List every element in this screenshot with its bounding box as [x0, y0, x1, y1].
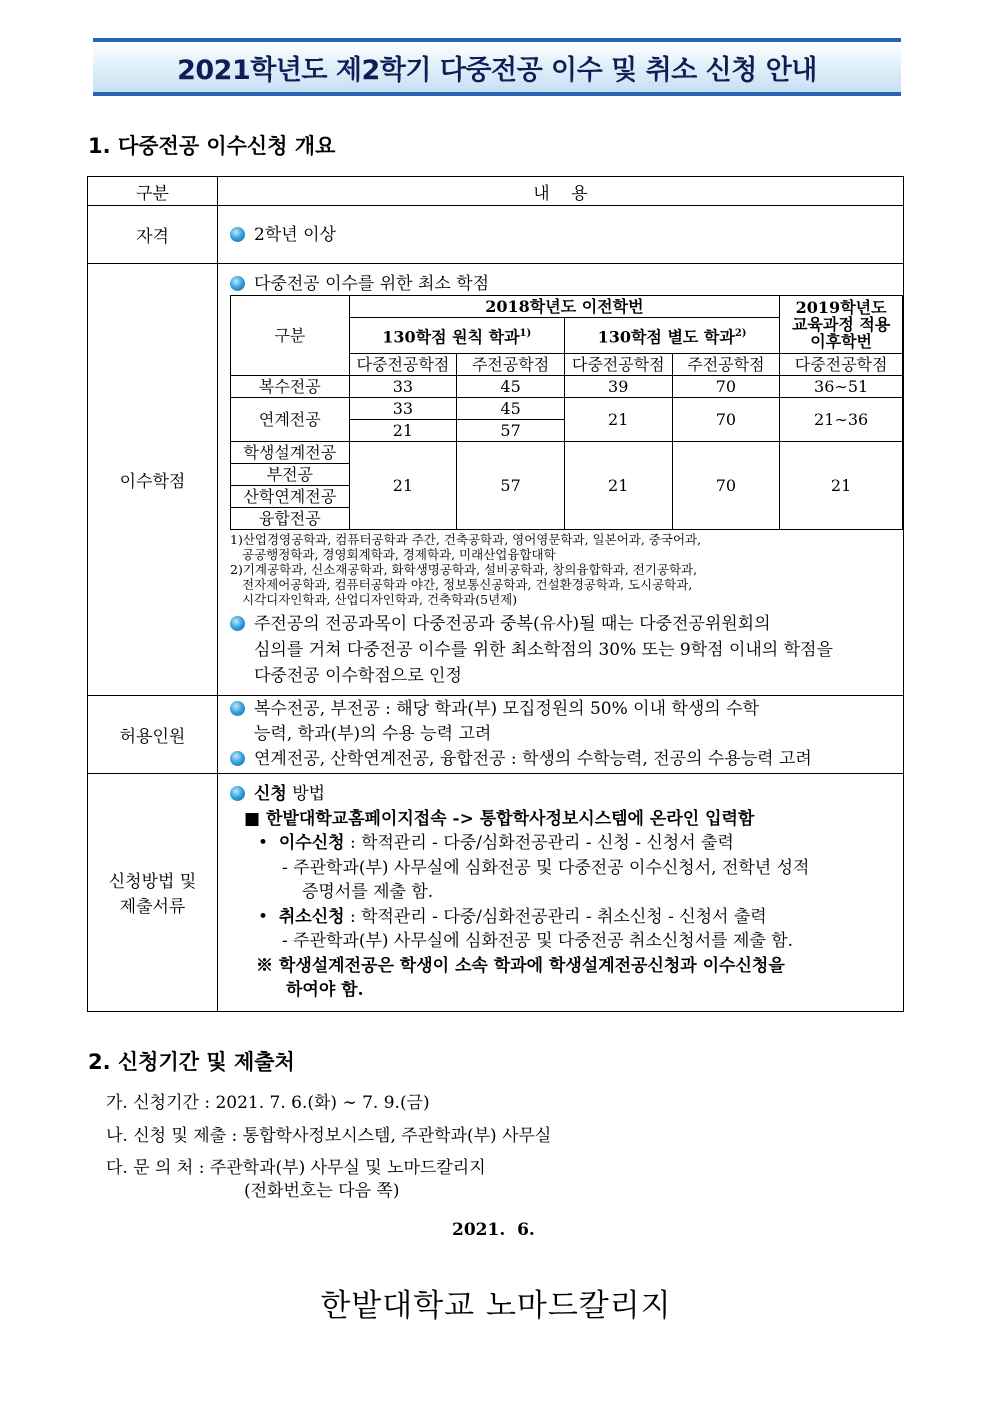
- credit-recognition-line: 다중전공 이수학점으로 인정: [254, 666, 462, 686]
- footnotes: [230, 532, 903, 607]
- bullet-icon: [230, 276, 245, 291]
- qualification-label: 자격: [88, 206, 218, 264]
- quota-label: 허용인원: [88, 696, 218, 774]
- col-multi-credit-2: 다중전공학점: [564, 354, 672, 376]
- credit-table: [230, 295, 903, 530]
- application-label: [88, 774, 218, 1012]
- cell: 33: [349, 398, 457, 420]
- footnote-line: 2)기계공학과, 신소재공학과, 화학생명공학과, 설비공학과, 창의융합학과, 전기공학과,: [230, 562, 698, 577]
- cell: 36∼51: [780, 376, 903, 398]
- sub-header-b-sup: 2): [734, 327, 747, 339]
- row-label: 부전공: [231, 464, 350, 486]
- bullet-icon: [230, 751, 245, 766]
- place-line: 나. 신청 및 제출 : 통합학사정보시스템, 주관학과(부) 사무실: [106, 1126, 552, 1146]
- row-label: 복수전공: [231, 376, 350, 398]
- credit-intro: 다중전공 이수를 위한 최소 학점: [254, 274, 490, 294]
- group-2019-line3: 이후학번: [810, 332, 873, 351]
- row-label: 산학연계전공: [231, 486, 350, 508]
- col-multi-credit: 다중전공학점: [349, 354, 457, 376]
- row-application: 신청방법 및 제출서류 신청 방법 ■ 한밭대학교홈페이지접속 -> 통합학사정보시스템에 온라인 입력함 • 이수신청 : 학적관리 - 다중/심화전공관리 - 신청 - 신청서 출력 - 주관학과(부) 사무실에 심화전공 및 다중전공 이수신청서, 전학년 성적 증명서를 제출 함. • 취소신청 : 학적관리 - 다중/심화전공관리 - 취소신청 - 신청서 출력 - 주관학과(부) 사무실에 심화전공 및 다중전공 취소신청서를 제출 함. ※ 학생설계전공은 학생이 소속 학과에 학생설계전공신청과 이수신청을 하여야 함.: [88, 774, 904, 1012]
- group-2018: 2018학년도 이전학번: [349, 296, 780, 318]
- header-category: 구분: [88, 177, 218, 206]
- cell: 39: [564, 376, 672, 398]
- quota-line: 능력, 학과(부)의 수용 능력 고려: [254, 724, 492, 744]
- cell: 21: [349, 420, 457, 442]
- quota-line: 복수전공, 부전공 : 해당 학과(부) 모집정원의 50% 이내 학생의 수학: [254, 699, 759, 719]
- col-main-credit-2: 주전공학점: [672, 354, 780, 376]
- col-main-credit: 주전공학점: [457, 354, 565, 376]
- group-2019-line2: 교육과정 적용: [791, 315, 891, 334]
- page-title-banner: [93, 38, 901, 96]
- enroll-sub-line: 증명서를 제출 함.: [302, 882, 434, 902]
- enroll-sub-line: - 주관학과(부) 사무실에 심화전공 및 다중전공 이수신청서, 전학년 성적: [282, 857, 810, 878]
- organization-name: 한밭대학교 노마드칼리지: [320, 1288, 672, 1324]
- footnote-line: 공공행정학과, 경영회계학과, 경제학과, 미래산업융합대학: [242, 547, 556, 562]
- bullet-icon: [230, 616, 245, 631]
- cell: 57: [457, 420, 565, 442]
- contact-sub-line: (전화번호는 다음 쪽): [244, 1181, 400, 1201]
- sub-header-a: [349, 318, 564, 354]
- credits-label: 이수학점: [88, 264, 218, 696]
- quota-line: 연계전공, 산학연계전공, 융합전공 : 학생의 수학능력, 전공의 수용능력 고려: [254, 749, 812, 769]
- credit-recognition-line: 심의를 거쳐 다중전공 이수를 위한 최소학점의 30% 또는 9학점 이내의 학점을: [254, 640, 833, 660]
- header-content: 내 용: [218, 177, 904, 206]
- cell: 21: [564, 398, 672, 442]
- contact-line: 다. 문 의 처 : 주관학과(부) 사무실 및 노마드칼리지: [106, 1158, 486, 1178]
- credit-row-double-major: [231, 376, 903, 398]
- row-qualification: [88, 206, 904, 264]
- credit-row-other-majors: [231, 442, 903, 464]
- sub-header-a-text: 130학점 원칙 학과: [382, 327, 520, 347]
- cell: 21: [564, 442, 672, 530]
- row-credits: [88, 264, 904, 696]
- application-label-line2: 제출서류: [119, 897, 186, 918]
- credit-recognition-line: 주전공의 전공과목이 다중전공과 중복(유사)될 때는 다중전공위원회의: [254, 614, 771, 634]
- footnote-line: 전자제어공학과, 컴퓨터공학과 야간, 정보통신공학과, 건설환경공학과, 도시공학과,: [242, 577, 693, 592]
- cancel-rest: : 학적관리 - 다중/심화전공관리 - 취소신청 - 신청서 출력: [344, 906, 767, 927]
- method-rest: 방법: [286, 784, 326, 804]
- bullet-icon: [230, 701, 245, 716]
- group-2019: [780, 296, 903, 354]
- cell: 70: [672, 398, 780, 442]
- cell: 57: [457, 442, 565, 530]
- sub-header-a-sup: 1): [519, 327, 532, 339]
- period-line: 가. 신청기간 : 2021. 7. 6.(화) ∼ 7. 9.(금): [106, 1093, 430, 1113]
- method-bold: 신청: [254, 784, 287, 804]
- enroll-bold: 이수신청: [278, 833, 345, 853]
- credit-row-linked-major: [231, 398, 903, 420]
- cell: 21: [780, 442, 903, 530]
- online-apply-line: ■ 한밭대학교홈페이지접속 -> 통합학사정보시스템에 온라인 입력함: [244, 808, 755, 829]
- col-multi-credit-3: 다중전공학점: [780, 354, 903, 376]
- footnote-line: 시각디자인학과, 산업디자인학과, 건축학과(5년제): [242, 592, 518, 607]
- cell: 21: [349, 442, 457, 530]
- cell: 70: [672, 442, 780, 530]
- cancel-sub-line: - 주관학과(부) 사무실에 심화전공 및 다중전공 취소신청서를 제출 함.: [282, 931, 794, 951]
- cell: 33: [349, 376, 457, 398]
- cell: 21∼36: [780, 398, 903, 442]
- group-2019-line1: 2019학년도: [795, 298, 887, 317]
- row-label: 학생설계전공: [231, 442, 350, 464]
- section-2-heading: 2. 신청기간 및 제출처: [88, 1050, 295, 1074]
- row-label: 연계전공: [231, 398, 350, 442]
- sub-header-b: [564, 318, 779, 354]
- cell: 70: [672, 376, 780, 398]
- credit-col-label: 구분: [231, 296, 350, 376]
- document-date: 2021. 6.: [452, 1220, 535, 1240]
- row-label: 융합전공: [231, 508, 350, 530]
- section-1-heading: 1. 다중전공 이수신청 개요: [88, 134, 336, 158]
- row-quota: [88, 696, 904, 774]
- note-line: 하여야 함.: [286, 980, 364, 1000]
- footnote-line: 1)산업경영공학과, 컴퓨터공학과 주간, 건축공학과, 영어영문학과, 일본어과, 중국어과,: [230, 532, 702, 547]
- bullet-icon: [230, 227, 245, 242]
- overview-header-row: [88, 177, 904, 206]
- sub-header-b-text: 130학점 별도 학과: [597, 327, 735, 347]
- note-line: ※ 학생설계전공은 학생이 소속 학과에 학생설계전공신청과 이수신청을: [256, 955, 785, 976]
- cell: 45: [457, 376, 565, 398]
- cancel-bold: 취소신청: [278, 906, 345, 927]
- bullet-icon: [230, 786, 245, 801]
- page-title: 2021학년도 제2학기 다중전공 이수 및 취소 신청 안내: [177, 54, 817, 86]
- overview-table: [87, 176, 904, 1012]
- qualification-text: 2학년 이상: [254, 224, 336, 245]
- cell: 45: [457, 398, 565, 420]
- application-label-line1: 신청방법 및: [108, 872, 197, 893]
- enroll-rest: : 학적관리 - 다중/심화전공관리 - 신청 - 신청서 출력: [344, 833, 734, 853]
